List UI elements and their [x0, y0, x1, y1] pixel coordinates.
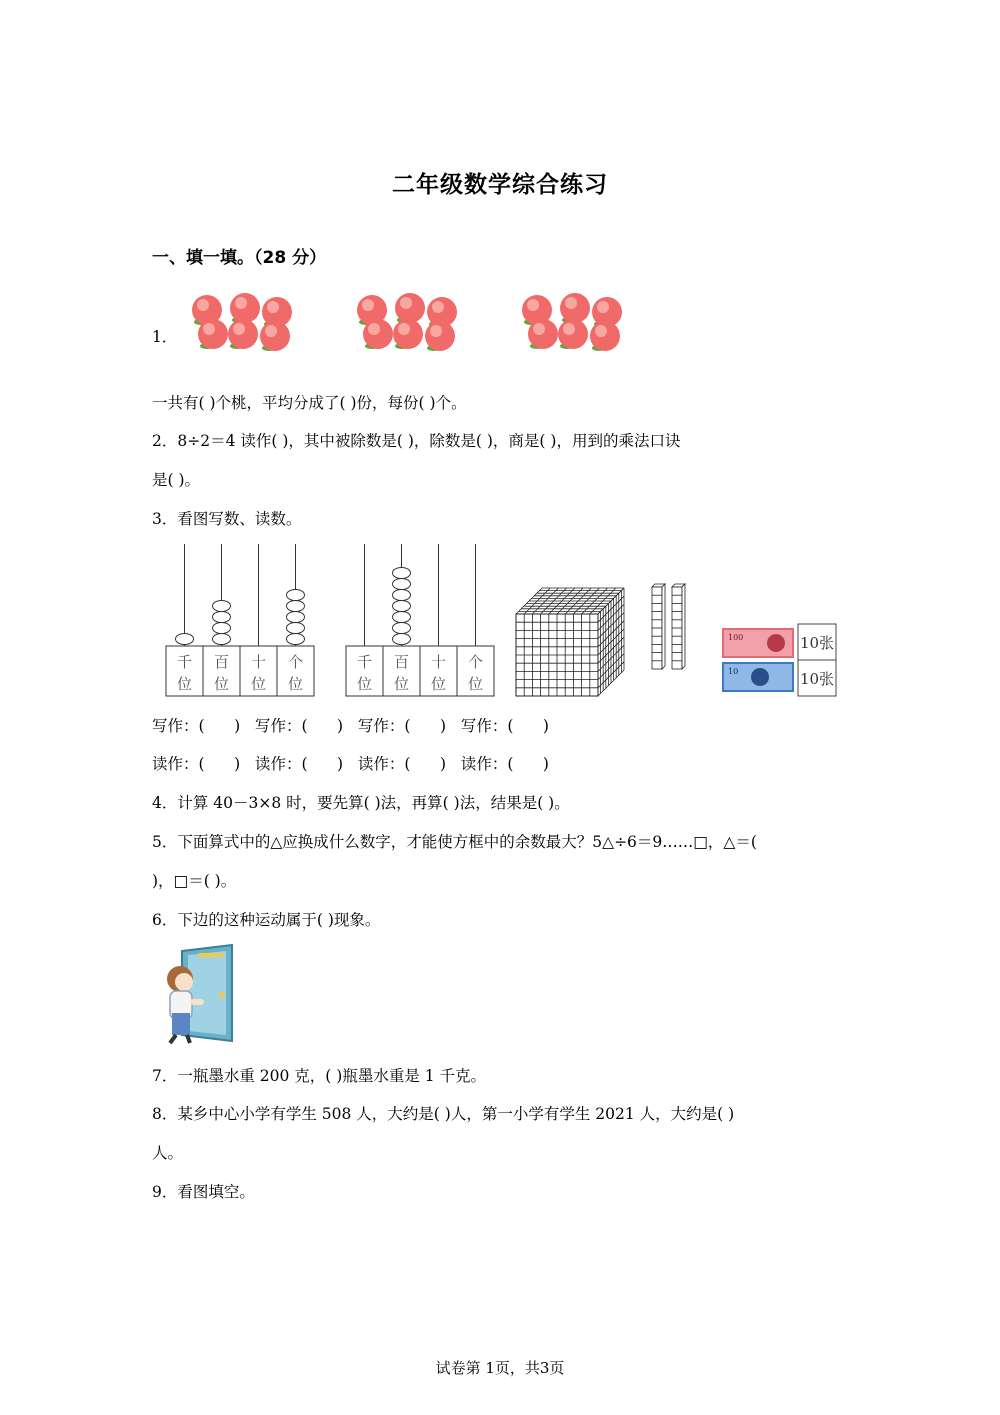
peach-group	[192, 293, 292, 351]
ten-rod	[672, 584, 685, 669]
svg-text:位: 位	[467, 675, 484, 693]
abacus-bead	[393, 601, 411, 612]
peach-icon	[228, 319, 258, 349]
q3-write-line: 写作：( ) 写作：( ) 写作：( ) 写作：( )	[152, 717, 549, 735]
peach-icon	[528, 319, 558, 349]
peach-icon	[393, 319, 423, 349]
svg-text:位: 位	[393, 675, 410, 693]
q9-text: 9．看图填空。	[152, 1183, 255, 1201]
q7-text: 7．一瓶墨水重 200 克，( )瓶墨水重是 1 千克。	[152, 1067, 487, 1085]
peach-icon	[198, 319, 228, 349]
page-footer: 试卷第 1页，共3页	[435, 1359, 565, 1377]
base-ten-blocks	[512, 578, 692, 703]
abacus-bead	[393, 623, 411, 634]
abacus-bead	[213, 623, 231, 634]
abacus-2	[340, 540, 505, 705]
place-label: 千	[176, 653, 193, 671]
svg-text:100: 100	[728, 633, 744, 642]
place-label: 百	[213, 653, 230, 671]
abacus-bead	[393, 612, 411, 623]
q1-number: 1．	[152, 328, 178, 346]
svg-text:位: 位	[430, 675, 447, 693]
abacus-bead	[393, 590, 411, 601]
peach-group	[357, 293, 457, 351]
place-label: 个	[467, 653, 484, 671]
q2-line1: 2．8÷2＝4 读作( )，其中被除数是( )，除数是( )，商是( )，用到的乘法口诀	[152, 432, 681, 450]
place-label: 个	[287, 653, 304, 671]
abacus-bead	[393, 568, 411, 579]
svg-text:位: 位	[250, 675, 267, 693]
svg-text:10: 10	[728, 667, 739, 676]
money-illustration	[720, 622, 840, 698]
peach-icon	[363, 319, 393, 349]
place-label: 十	[430, 653, 447, 671]
q5-line1: 5．下面算式中的△应换成什么数字，才能使方框中的余数最大？5△÷6＝9……□，△＝(	[152, 833, 757, 851]
q3-text: 3．看图写数、读数。	[152, 510, 302, 528]
abacus-bead	[213, 634, 231, 645]
peach-icon	[590, 321, 620, 351]
abacus-bead	[287, 612, 305, 623]
abacus-bead	[287, 590, 305, 601]
svg-text:位: 位	[213, 675, 230, 693]
peach-icon	[395, 293, 425, 323]
count-ten: 10张	[799, 670, 835, 688]
abacus-bead	[213, 601, 231, 612]
abacus-bead	[287, 601, 305, 612]
count-hundred: 10张	[799, 634, 835, 652]
page-title: 二年级数学综合练习	[392, 172, 608, 198]
q5-line2: )，□＝( )。	[152, 872, 237, 890]
svg-text:位: 位	[356, 675, 373, 693]
ten-rod	[652, 584, 665, 669]
peach-groups-illustration	[185, 290, 645, 360]
peach-icon	[425, 321, 455, 351]
q4-text: 4．计算 40－3×8 时，要先算( )法，再算( )法，结果是( )。	[152, 794, 570, 812]
q8-line1: 8．某乡中心小学有学生 508 人，大约是( )人，第一小学有学生 2021 人，大约是( )	[152, 1105, 735, 1123]
thousand-cube	[516, 588, 624, 696]
peach-icon	[558, 319, 588, 349]
q8-line2: 人。	[152, 1144, 184, 1162]
abacus-bead	[393, 634, 411, 645]
svg-text:位: 位	[287, 675, 304, 693]
abacus-bead	[176, 634, 194, 645]
abacus-1	[160, 540, 325, 705]
place-label: 千	[356, 653, 373, 671]
q2-line2: 是( )。	[152, 471, 201, 489]
place-label: 十	[250, 653, 267, 671]
svg-text:位: 位	[176, 675, 193, 693]
q6-text: 6．下边的这种运动属于( )现象。	[152, 911, 381, 929]
door-push-illustration	[160, 943, 240, 1048]
peach-icon	[230, 293, 260, 323]
abacus-bead	[213, 612, 231, 623]
section-heading: 一、填一填。（28 分）	[152, 248, 327, 268]
peach-icon	[260, 321, 290, 351]
peach-group	[522, 293, 622, 351]
abacus-bead	[393, 579, 411, 590]
abacus-bead	[287, 634, 305, 645]
abacus-bead	[287, 623, 305, 634]
q3-read-line: 读作：( ) 读作：( ) 读作：( ) 读作：( )	[152, 755, 549, 773]
place-label: 百	[393, 653, 410, 671]
peach-icon	[560, 293, 590, 323]
q1-text: 一共有( )个桃，平均分成了( )份，每份( )个。	[152, 394, 467, 412]
